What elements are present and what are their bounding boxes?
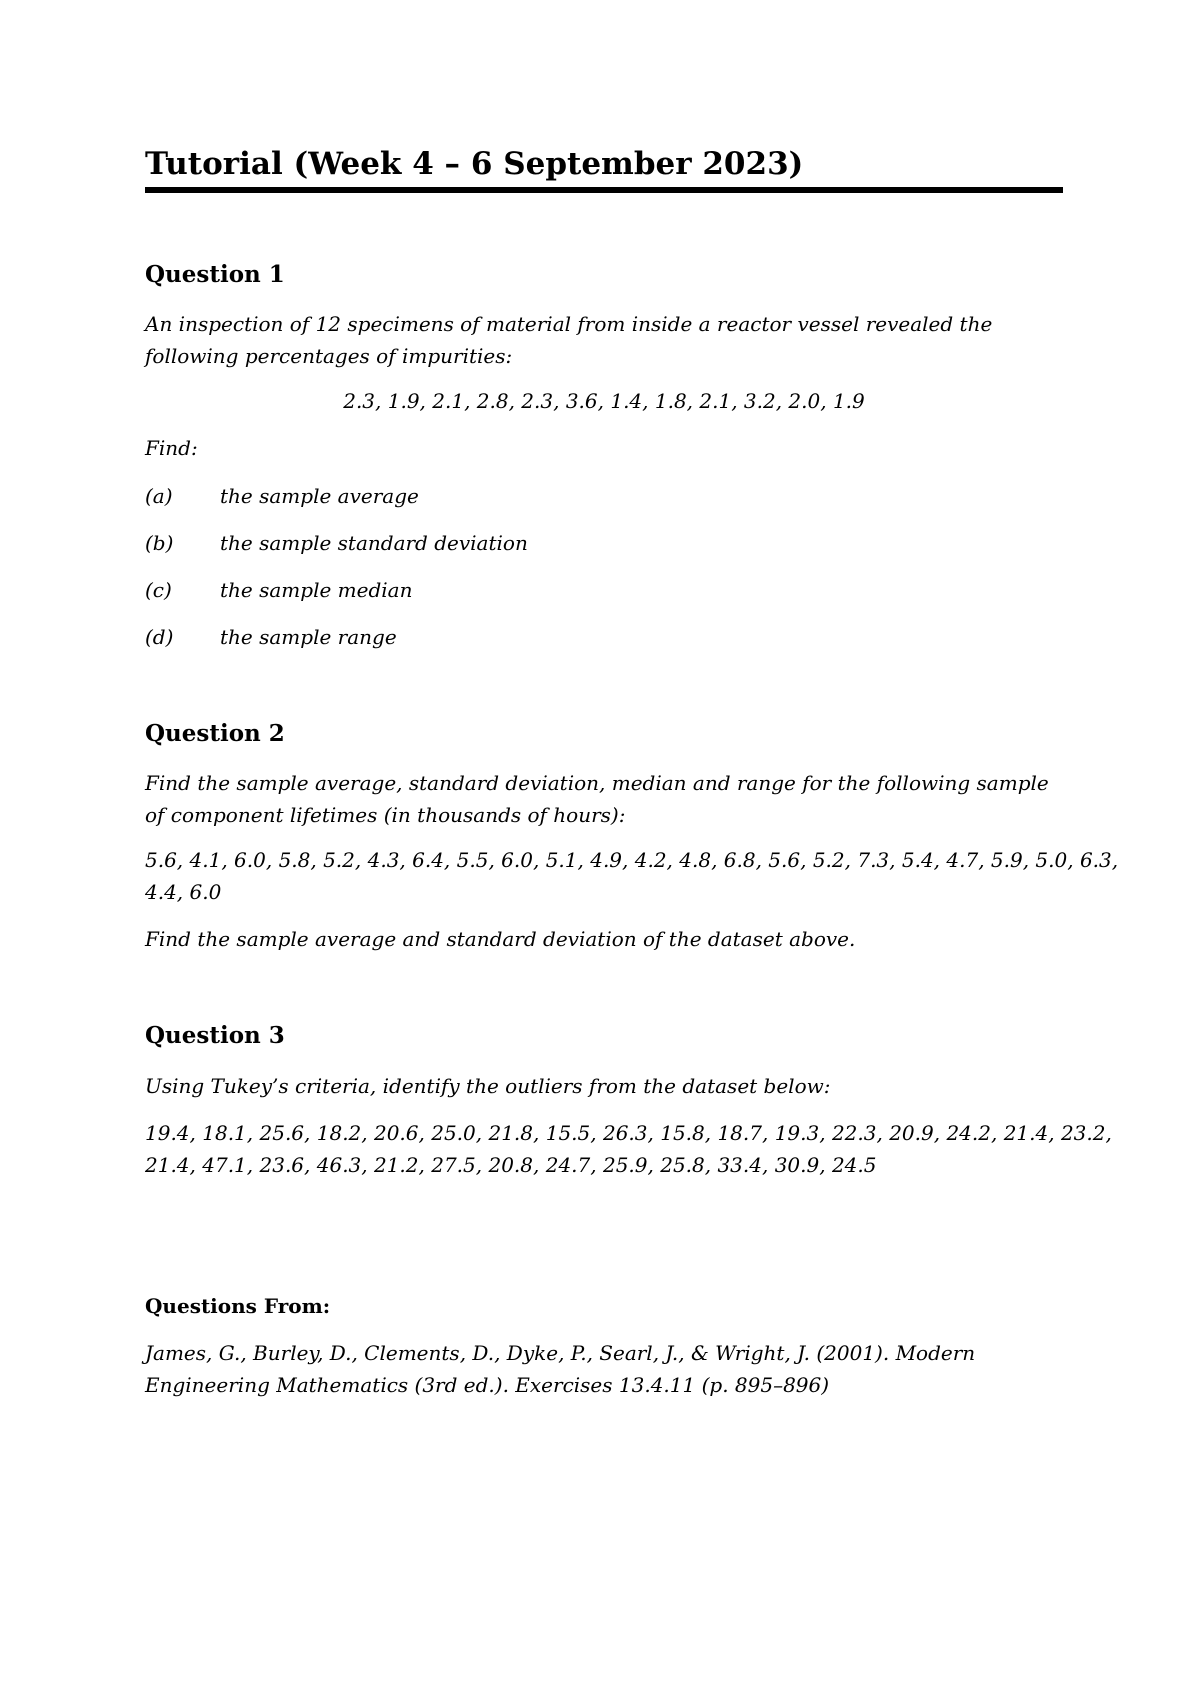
part-text: the sample range <box>220 625 397 649</box>
question-2-data-line-2: 4.4, 6.0 <box>145 880 222 904</box>
part-text: the sample standard deviation <box>220 531 528 555</box>
document-page <box>145 0 1119 1698</box>
part-label: (d) <box>145 625 174 649</box>
question-1-intro-line-2: following percentages of impurities: <box>145 344 513 368</box>
question-2-data-line-1: 5.6, 4.1, 6.0, 5.8, 5.2, 4.3, 6.4, 5.5, 6.0, 5.1, 4.9, 4.2, 4.8, 6.8, 5.6, 5.2, 7.3, 5.4, 4.7, 5.9, 5.0, 6.3, <box>145 848 1119 872</box>
source-line-2: Engineering Mathematics (3rd ed.). Exercises 13.4.11 (p. 895–896) <box>145 1373 830 1397</box>
source-line-1: James, G., Burley, D., Clements, D., Dyke, P., Searl, J., & Wright, J. (2001). Modern <box>145 1341 976 1365</box>
question-3-heading: Question 3 <box>145 1022 285 1049</box>
question-1-data: 2.3, 1.9, 2.1, 2.8, 2.3, 3.6, 1.4, 1.8, 2.1, 3.2, 2.0, 1.9 <box>343 389 865 413</box>
question-3-data-line-2: 21.4, 47.1, 23.6, 46.3, 21.2, 27.5, 20.8, 24.7, 25.9, 25.8, 33.4, 30.9, 24.5 <box>145 1153 877 1177</box>
question-1-intro-line-1: An inspection of 12 specimens of material from inside a reactor vessel revealed the <box>145 312 993 336</box>
question-2-heading: Question 2 <box>145 720 285 747</box>
part-text: the sample average <box>220 484 419 508</box>
part-text: the sample median <box>220 578 413 602</box>
question-3-data-line-1: 19.4, 18.1, 25.6, 18.2, 20.6, 25.0, 21.8, 15.5, 26.3, 15.8, 18.7, 19.3, 22.3, 20.9, 24.2, 21.4, 23.2, <box>145 1121 1112 1145</box>
page-title: Tutorial (Week 4 – 6 September 2023) <box>145 146 804 182</box>
part-label: (b) <box>145 531 174 555</box>
question-2-intro-line-1: Find the sample average, standard deviation, median and range for the following sample <box>145 771 1049 795</box>
title-underline <box>145 187 1063 193</box>
question-3-intro-line-1: Using Tukey’s criteria, identify the outliers from the dataset below: <box>145 1074 831 1098</box>
question-2-intro-line-2: of component lifetimes (in thousands of hours): <box>145 803 626 827</box>
source-heading: Questions From: <box>145 1294 331 1318</box>
question-1-find-label: Find: <box>145 436 198 460</box>
part-label: (c) <box>145 578 172 602</box>
question-2-closing: Find the sample average and standard deviation of the dataset above. <box>145 927 856 951</box>
part-label: (a) <box>145 484 173 508</box>
question-1-heading: Question 1 <box>145 261 285 288</box>
